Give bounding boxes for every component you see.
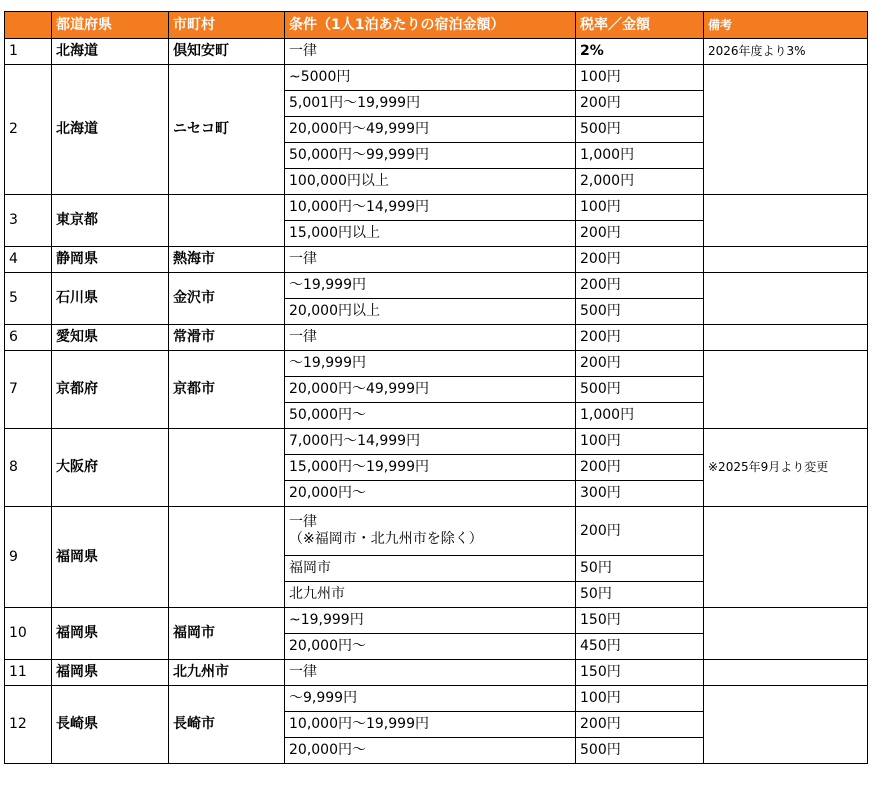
condition-cell: 20,000円～49,999円 [285, 377, 576, 403]
municipality-cell [169, 507, 285, 608]
accommodation-tax-table [4, 11, 868, 764]
remarks-cell [704, 195, 868, 247]
table-row [5, 660, 868, 686]
condition-cell: 50,000円～ [285, 403, 576, 429]
condition-cell: ～19,999円 [285, 351, 576, 377]
municipality-cell: 金沢市 [169, 273, 285, 325]
rate-cell: 300円 [576, 481, 704, 507]
condition-cell: 一律 [285, 325, 576, 351]
condition-cell: ~5000円 [285, 65, 576, 91]
table-row [5, 325, 868, 351]
rate-cell: 500円 [576, 377, 704, 403]
prefecture-cell: 北海道 [52, 39, 169, 65]
municipality-cell: 北九州市 [169, 660, 285, 686]
prefecture-cell: 東京都 [52, 195, 169, 247]
header-no [5, 12, 52, 39]
municipality-cell: ニセコ町 [169, 65, 285, 195]
rate-cell: 50円 [576, 556, 704, 582]
header-rate: 税率／金額 [576, 12, 704, 39]
prefecture-cell: 北海道 [52, 65, 169, 195]
row-number: 11 [5, 660, 52, 686]
rate-cell: 500円 [576, 117, 704, 143]
table-row [5, 65, 868, 91]
condition-text: 一律 [289, 514, 317, 530]
condition-cell: 100,000円以上 [285, 169, 576, 195]
row-number: 2 [5, 65, 52, 195]
rate-cell: 200円 [576, 273, 704, 299]
prefecture-cell: 福岡県 [52, 608, 169, 660]
rate-cell: 200円 [576, 247, 704, 273]
municipality-cell: 京都市 [169, 351, 285, 429]
row-number: 7 [5, 351, 52, 429]
row-number: 9 [5, 507, 52, 608]
remarks-cell: 2026年度より3% [704, 39, 868, 65]
remarks-cell [704, 351, 868, 429]
prefecture-cell: 愛知県 [52, 325, 169, 351]
condition-cell: 一律 [285, 39, 576, 65]
row-number: 10 [5, 608, 52, 660]
remarks-cell [704, 65, 868, 195]
prefecture-cell: 石川県 [52, 273, 169, 325]
condition-cell: ～19,999円 [285, 273, 576, 299]
rate-cell: 100円 [576, 65, 704, 91]
rate-cell: 50円 [576, 582, 704, 608]
remarks-cell [704, 686, 868, 764]
header-row [5, 12, 868, 39]
rate-cell: 500円 [576, 299, 704, 325]
rate-cell: 500円 [576, 738, 704, 764]
table-row [5, 351, 868, 377]
condition-cell: 5,001円～19,999円 [285, 91, 576, 117]
municipality-cell: 常滑市 [169, 325, 285, 351]
header-condition: 条件（1人1泊あたりの宿泊金額） [285, 12, 576, 39]
remarks-cell [704, 608, 868, 660]
rate-cell: 450円 [576, 634, 704, 660]
rate-cell: 100円 [576, 429, 704, 455]
row-number: 1 [5, 39, 52, 65]
rate-cell: 200円 [576, 455, 704, 481]
table-row [5, 686, 868, 712]
condition-cell: 15,000円～19,999円 [285, 455, 576, 481]
condition-cell: 北九州市 [285, 582, 576, 608]
municipality-cell: 福岡市 [169, 608, 285, 660]
condition-cell: 10,000円～19,999円 [285, 712, 576, 738]
row-number: 6 [5, 325, 52, 351]
condition-cell: 10,000円～14,999円 [285, 195, 576, 221]
prefecture-cell: 福岡県 [52, 507, 169, 608]
rate-cell: 200円 [576, 351, 704, 377]
rate-cell: 2% [576, 39, 704, 65]
table-body [5, 39, 868, 764]
remarks-cell [704, 325, 868, 351]
condition-cell: ～9,999円 [285, 686, 576, 712]
rate-cell: 1,000円 [576, 403, 704, 429]
condition-cell: 20,000円～ [285, 634, 576, 660]
rate-cell: 1,000円 [576, 143, 704, 169]
prefecture-cell: 京都府 [52, 351, 169, 429]
municipality-cell [169, 195, 285, 247]
condition-note: （※福岡市・北九州市を除く） [289, 531, 483, 547]
header-prefecture: 都道府県 [52, 12, 169, 39]
condition-cell [285, 507, 576, 556]
table-row [5, 608, 868, 634]
condition-cell: 20,000円～49,999円 [285, 117, 576, 143]
rate-cell: 100円 [576, 686, 704, 712]
rate-cell: 200円 [576, 507, 704, 556]
condition-cell: ~19,999円 [285, 608, 576, 634]
prefecture-cell: 長崎県 [52, 686, 169, 764]
row-number: 8 [5, 429, 52, 507]
municipality-cell: 倶知安町 [169, 39, 285, 65]
remarks-cell: ※2025年9月より変更 [704, 429, 868, 507]
remarks-cell [704, 660, 868, 686]
condition-cell: 20,000円～ [285, 481, 576, 507]
table-row [5, 195, 868, 221]
rate-cell: 150円 [576, 660, 704, 686]
municipality-cell: 長崎市 [169, 686, 285, 764]
remarks-cell [704, 507, 868, 608]
table-row [5, 39, 868, 65]
table-row [5, 247, 868, 273]
table-row [5, 273, 868, 299]
remarks-cell [704, 273, 868, 325]
header-municipality: 市町村 [169, 12, 285, 39]
row-number: 12 [5, 686, 52, 764]
rate-cell: 200円 [576, 712, 704, 738]
condition-cell: 20,000円～ [285, 738, 576, 764]
table-row [5, 429, 868, 455]
rate-cell: 2,000円 [576, 169, 704, 195]
condition-cell: 福岡市 [285, 556, 576, 582]
rate-cell: 100円 [576, 195, 704, 221]
condition-cell: 一律 [285, 247, 576, 273]
row-number: 4 [5, 247, 52, 273]
municipality-cell [169, 429, 285, 507]
remarks-cell [704, 247, 868, 273]
condition-cell: 一律 [285, 660, 576, 686]
condition-cell: 20,000円以上 [285, 299, 576, 325]
rate-cell: 200円 [576, 91, 704, 117]
condition-cell: 15,000円以上 [285, 221, 576, 247]
rate-cell: 200円 [576, 221, 704, 247]
header-remarks: 備考 [704, 12, 868, 39]
prefecture-cell: 静岡県 [52, 247, 169, 273]
condition-cell: 50,000円～99,999円 [285, 143, 576, 169]
prefecture-cell: 大阪府 [52, 429, 169, 507]
municipality-cell: 熱海市 [169, 247, 285, 273]
row-number: 3 [5, 195, 52, 247]
prefecture-cell: 福岡県 [52, 660, 169, 686]
condition-cell: 7,000円～14,999円 [285, 429, 576, 455]
rate-cell: 200円 [576, 325, 704, 351]
table-row [5, 507, 868, 556]
rate-cell: 150円 [576, 608, 704, 634]
row-number: 5 [5, 273, 52, 325]
